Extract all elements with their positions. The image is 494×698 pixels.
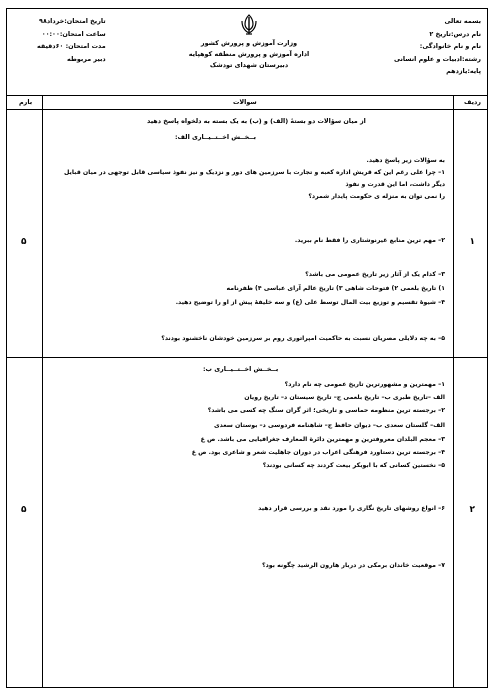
student-name-field: نام و نام خانوادگی: (419, 42, 481, 50)
question-3: ۳– کدام یک از آثار زیر تاریخ عمومی می باشد؟ (305, 271, 445, 278)
column-questions-header: سوالات (233, 98, 257, 106)
teacher: دبیر مربوطه (66, 54, 106, 63)
grade-level: پایه:یازدهم (446, 67, 481, 75)
question-1-line-3: را نمی توان به منزله ی حکومت پایدار شمرد؟ (308, 193, 445, 200)
section2-row-number: ۲ (469, 505, 475, 515)
question-1-line-2: دیگر داشت، اما این قدرت و نفوذ (345, 181, 445, 188)
question-3-options: ۱) تاریخ بلعمی ۲) فتوحات شاهی ۳) تاریخ عالم آرای عباسی ۴) ظفرنامه (226, 285, 445, 292)
question-b2-options: الف– گلستان سعدی ب– دیوان حافظ ج– شاهنامه فردوسی د– بوستان سعدی (214, 422, 445, 429)
section1-score: ۵ (21, 237, 27, 247)
choice-instruction: از میان سؤالات دو بستهٔ (الف) و (ب) به یک بسته به دلخواه پاسخ دهید (147, 117, 366, 125)
question-4: ۴– شیوهٔ تقسیم و توزیع بیت المال توسط علی (ع) و سه خلیفهٔ پیش از او را توضیح دهید. (175, 299, 445, 306)
school-name: دبیرستان شهدای تودشک (209, 61, 289, 69)
basmala: بسمه تعالی (444, 17, 481, 25)
field-of-study: رشته:ادبیات و علوم انسانی (394, 54, 481, 63)
row-column-divider (453, 95, 454, 687)
question-b4: ۴– برجسته ترین دستاورد فرهنگی اعراب در دوران جاهلیت شعر و شاعری بود. ص غ (191, 449, 445, 456)
exam-date: تاریخ امتحان:خرداد۹۸ (39, 17, 106, 25)
question-b7: ۷– موقعیت خاندان برمکی در دربار هارون الرشید چگونه بود؟ (262, 562, 445, 569)
exam-header (7, 9, 487, 96)
education-office: اداره آموزش و پرورش منطقه کوهپایه (188, 50, 310, 58)
question-b1: ۱– مهمترین و مشهورترین تاریخ عمومی چه نام دارد؟ (284, 381, 445, 388)
ministry-name: وزارت آموزش و پرورش کشور (200, 39, 298, 47)
section2-score: ۵ (21, 505, 27, 515)
question-b3: ۳– معجم البلدان معروفترین و مهمترین دائرة المعارف جغرافیایی می باشد. ص غ (200, 436, 445, 443)
question-5: ۵– به چه دلایلی مصریان نسبت به حاکمیت امپراتوری روم بر سرزمین خودشان ناخشنود بودند؟ (161, 335, 445, 342)
exam-sheet (6, 8, 488, 688)
iran-emblem-icon (239, 13, 259, 35)
exam-time: ساعت امتحان:۰۰:۰۰ (41, 29, 106, 38)
question-b1-options: الف –تاریخ طبری ب– تاریخ بلعمی ج– تاریخ سیستان د– تاریخ رویان (244, 394, 445, 401)
header-right-info (394, 15, 481, 78)
question-1-line-1: ۱– چرا علی رغم این که قریش اداره کعبه و تجارت با سرزمین های دور و نزدیک و نیز نفوذ سیاسی قابل توجهی در میان قبایل (64, 169, 445, 176)
column-score-header: بارم (19, 98, 33, 106)
question-b6: ۶– انواع روشهای تاریخ نگاری را مورد نقد و بررسی قرار دهید (258, 505, 445, 512)
section1-row-number: ۱ (469, 237, 475, 247)
header-center-info (187, 13, 311, 71)
section-divider (7, 357, 487, 358)
section1-title: بــخــش اخــتــیــاری الف: (175, 133, 257, 141)
score-column-divider (42, 95, 43, 687)
column-row-header: ردیف (464, 98, 481, 106)
question-b5: ۵– نخستین کسانی که با ابوبکر بیعت کردند چه کسانی بودند؟ (262, 462, 445, 469)
section2-title: بــخــش اخــتــیــاری ب: (203, 365, 279, 373)
course-name: نام درس:تاریخ ۲ (429, 29, 481, 38)
column-headers (7, 95, 487, 110)
question-b2: ۲– برجسته ترین منظومه حماسی و تاریخی؛ اثر گران سنگ چه کسی می باشد؟ (207, 407, 445, 414)
section1-instruction: به سؤالات زیر پاسخ دهید. (366, 157, 445, 164)
exam-duration: مدت امتحان: ۶۰دقیقه (37, 42, 106, 50)
header-left-info (37, 15, 106, 65)
question-2: ۲– مهم ترین منابع غیرنوشتاری را فقط نام ببرید. (294, 237, 445, 244)
